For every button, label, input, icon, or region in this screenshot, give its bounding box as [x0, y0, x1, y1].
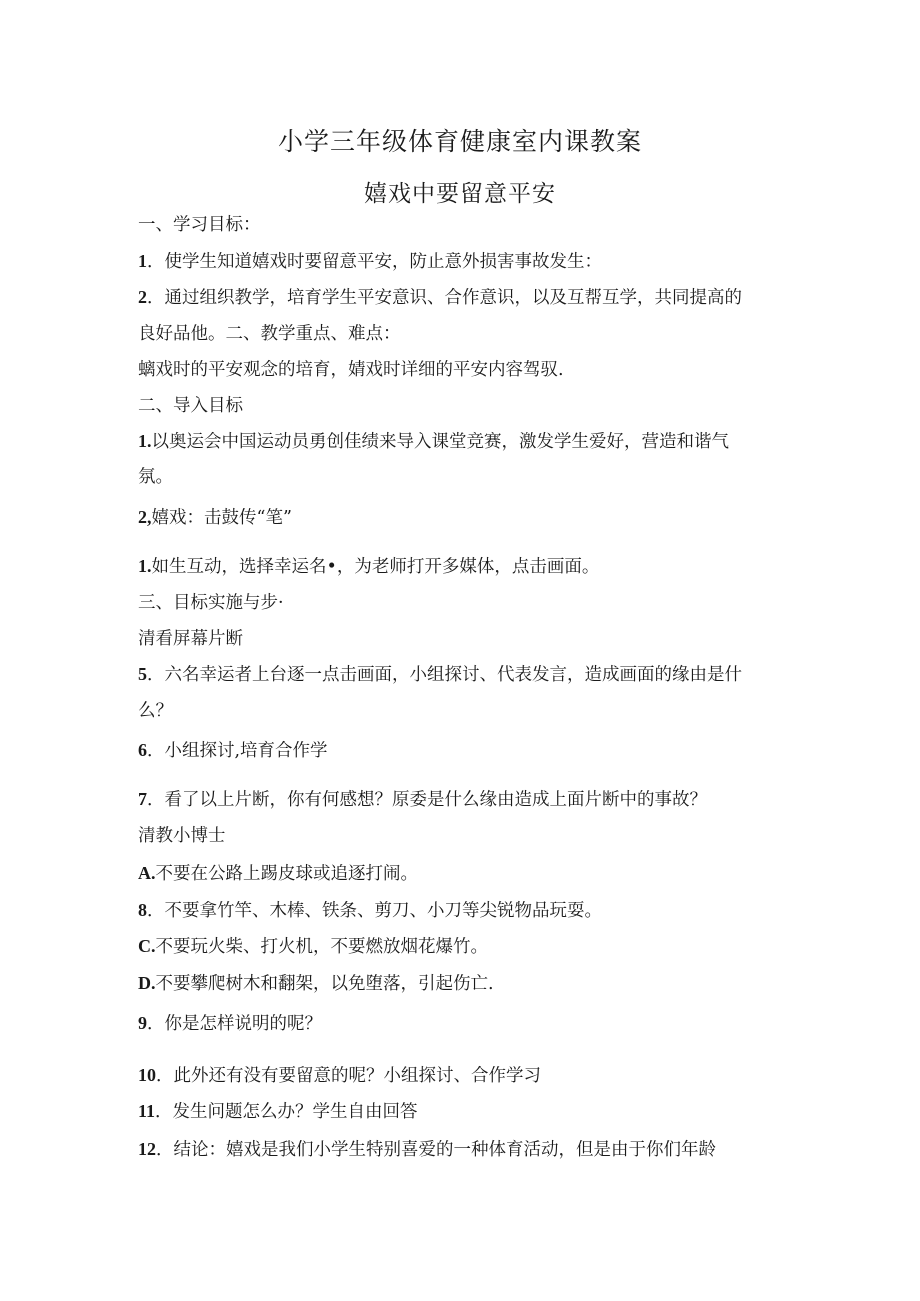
- text-line: 1.以奥运会中国运动员勇创佳绩来导入课堂竞赛，激发学生爱好，营造和谐气: [138, 431, 729, 452]
- text-line: 氛。: [138, 467, 173, 487]
- text-line: 9．你是怎样说明的呢？: [138, 1013, 322, 1034]
- text-line: 6．小组探讨,培育合作学: [138, 740, 328, 761]
- text-line: 清看屏幕片断: [138, 629, 243, 649]
- text-line: 螭戏时的平安观念的培育，婧戏时详细的平安内容驾驭.: [138, 360, 564, 380]
- text-line: 10．此外还有没有要留意的呢？小组探讨、合作学习: [138, 1065, 541, 1086]
- text-line: D.不要攀爬树木和翻架，以免堕落，引起伤亡.: [138, 973, 494, 994]
- text-line: 一、学习目标：: [138, 215, 261, 235]
- text-line: 么？: [138, 701, 173, 721]
- text-line: 1.如生互动，选择幸运名•，为老师打开多媒体，点击画面。: [138, 556, 600, 577]
- text-line: 清教小博士: [138, 826, 226, 846]
- text-line: 12．结论：嬉戏是我们小学生特别喜爱的一种体育活动，但是由于你们年龄: [138, 1139, 716, 1160]
- text-line: 8．不要拿竹竿、木棒、铁条、剪刀、小刀等尖锐物品玩耍。: [138, 900, 602, 921]
- text-line: C.不要玩火柴、打火机，不要燃放烟花爆竹。: [138, 936, 488, 957]
- page-title: 小学三年级体育健康室内课教案: [277, 127, 642, 156]
- text-line: 11．发生问题怎么办？学生自由回答: [138, 1101, 418, 1122]
- text-line: 1．使学生知道嬉戏时要留意平安，防止意外损害事故发生：: [138, 251, 602, 272]
- text-line: 三、目标实施与步·: [138, 593, 284, 613]
- text-line: 2．通过组织教学，培育学生平安意识、合作意识，以及互帮互学，共同提高的: [138, 287, 742, 308]
- text-line: A.不要在公路上踢皮球或追逐打闹。: [138, 863, 418, 884]
- text-line: 二、导入目标: [138, 396, 243, 416]
- text-line: 7．看了以上片断，你有何感想？原委是什么缘由造成上面片断中的事故？: [138, 789, 707, 810]
- page-subtitle: 嬉戏中要留意平安: [364, 181, 556, 207]
- text-line: 5．六名幸运者上台逐一点击画面，小组探讨、代表发言，造成画面的缘由是什: [138, 664, 742, 685]
- text-line: 良好品他。二、教学重点、难点：: [138, 324, 401, 344]
- text-line: 2,嬉戏：击鼓传“笔”: [138, 507, 292, 528]
